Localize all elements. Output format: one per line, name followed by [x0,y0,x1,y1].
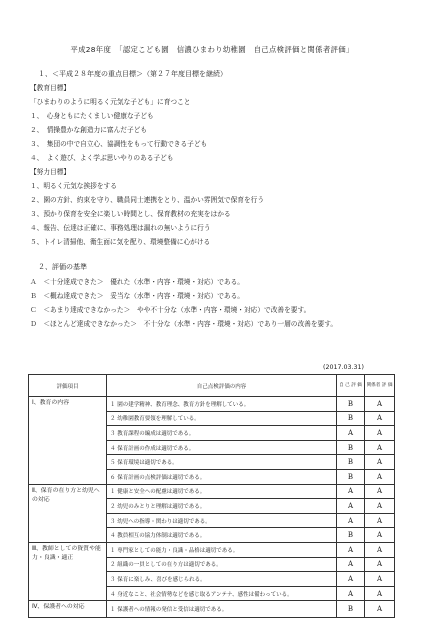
stakeholder-grade-cell: A [365,499,395,514]
effort-item: ４、報告、伝達は正確に、事務処理は漏れの無いように行う [30,224,211,232]
self-grade-cell: A [337,484,365,499]
evaluation-table [28,374,395,618]
content-cell: １ 専門家としての能力・良識・品格は適切である。 [107,542,337,557]
self-grade-cell: B [337,601,365,618]
content-cell: ４ 身近なこと、社会情勢などを感じ取るアンテナ、感性は備わっている。 [107,586,337,601]
criteria-b: Ｂ ＜概ね達成できた＞ 妥当な（水準・内容・環境・対応）である。 [30,292,244,300]
stakeholder-grade-cell: A [365,397,395,412]
table-header-row [29,375,395,397]
self-grade-cell: A [337,499,365,514]
self-grade-cell: A [337,542,365,557]
effort-goals-label: 【努力目標】 [30,168,71,176]
stakeholder-grade-cell: A [365,455,395,470]
category-cell: Ⅲ、教師としての資質や能力・良識・適正 [29,542,107,600]
self-grade-cell: A [337,426,365,441]
effort-item: ５、トイレ清掃他、衛生面に気を配り、環境整備に心がける [30,238,211,246]
self-grade-cell: A [337,557,365,572]
education-item: １、 心身ともにたくましい健康な子ども [30,112,154,120]
section2-heading: ２、評価の基準 [38,263,87,271]
stakeholder-grade-cell: A [365,601,395,618]
self-grade-cell: A [337,586,365,601]
education-goals-label: 【教育目標】 [30,84,71,92]
criteria-d: Ｄ ＜ほとんど達成できなかった＞ 不十分な（水準・内容・環境・対応）であり一層の改善を要す。 [30,320,338,328]
date-label: (2017.03.31) [323,364,364,371]
self-grade-cell: B [337,440,365,455]
self-grade-cell: B [337,469,365,484]
stakeholder-grade-cell: A [365,542,395,557]
stakeholder-grade-cell: A [365,572,395,587]
self-grade-cell: B [337,397,365,412]
content-cell: ２ 組織の一員としての在り方は適切である。 [107,557,337,572]
self-grade-cell: B [337,528,365,543]
education-item: ２、 情操豊かな創造力に富んだ子ども [30,126,148,134]
education-intro: 「ひまわりのように明るく元気な子ども」に育つこと [30,98,191,106]
stakeholder-grade-cell: A [365,557,395,572]
content-cell: ４ 教員相互の協力体制は適切である。 [107,528,337,543]
content-cell: ２ 幼稚園教育要領を理解している。 [107,411,337,426]
stakeholder-grade-cell: A [365,426,395,441]
education-item: ３、 集団の中で自立心、協調性をもって行動できる子ども [30,140,208,148]
effort-item: ２、園の方針、約束を守り、職員同士連携をとり、温かい雰囲気で保育を行う [30,196,265,204]
criteria-c: Ｃ ＜あまり達成できなかった＞ やや不十分な（水準・内容・環境・対応）で改善を要す。 [30,306,311,314]
page-title: 平成28年度 「認定こども園 信濃ひまわり幼稚園 自己点検評価と関係者評価」 [70,45,354,54]
stakeholder-grade-cell: A [365,528,395,543]
table-row [29,542,395,557]
header-stakeholder: 関係者 評 価 [365,375,395,397]
stakeholder-grade-cell: A [365,586,395,601]
stakeholder-grade-cell: A [365,411,395,426]
stakeholder-grade-cell: A [365,469,395,484]
table-row [29,397,395,412]
content-cell: ５ 保育環境は適切である。 [107,455,337,470]
section1-heading: １、＜平成２８年度の重点目標＞（第２７年度目標を継続） [38,70,227,78]
header-content: 自己点検評価の内容 [107,375,337,397]
table-body [29,397,395,618]
header-self: 自 己 評 価 [337,375,365,397]
effort-item: ３、預かり保育を安全に楽しい時間とし、保育教材の充実をはかる [30,210,231,218]
self-grade-cell: B [337,411,365,426]
content-cell: ６ 保育計画の点検評価は適切である。 [107,469,337,484]
content-cell: １ 園の建学精神、教育理念、教育方針を理解している。 [107,397,337,412]
table-row [29,484,395,499]
self-grade-cell: A [337,572,365,587]
content-cell: １ 健康と安全への配慮は適切である。 [107,484,337,499]
table-row [29,601,395,618]
stakeholder-grade-cell: A [365,440,395,455]
category-cell: Ⅰ、教育の内容 [29,397,107,485]
effort-item: １、明るく元気な挨拶をする [30,182,117,190]
stakeholder-grade-cell: A [365,513,395,528]
content-cell: １ 保護者への情報の発信と受信は適切である。 [107,601,337,618]
content-cell: ３ 保育に楽しみ、喜びを感じられる。 [107,572,337,587]
header-item: 評価項目 [29,375,107,397]
education-item: ４、 よく遊び、よく学ぶ思いやりのある子ども [30,154,174,162]
content-cell: ４ 保育計画の作成は適切である。 [107,440,337,455]
criteria-a: Ａ ＜十分達成できた＞ 優れた（水準・内容・環境・対応）である。 [30,278,244,286]
stakeholder-grade-cell: A [365,484,395,499]
category-cell: Ⅱ、保育の在り方と幼児への対応 [29,484,107,542]
content-cell: ３ 教育課程の編成は適切である。 [107,426,337,441]
category-cell: Ⅳ、保護者への対応 [29,601,107,618]
content-cell: ２ 幼児のみとりと理解は適切である。 [107,499,337,514]
self-grade-cell: A [337,513,365,528]
content-cell: ３ 幼児への指導・関わりは適切である。 [107,513,337,528]
self-grade-cell: B [337,455,365,470]
